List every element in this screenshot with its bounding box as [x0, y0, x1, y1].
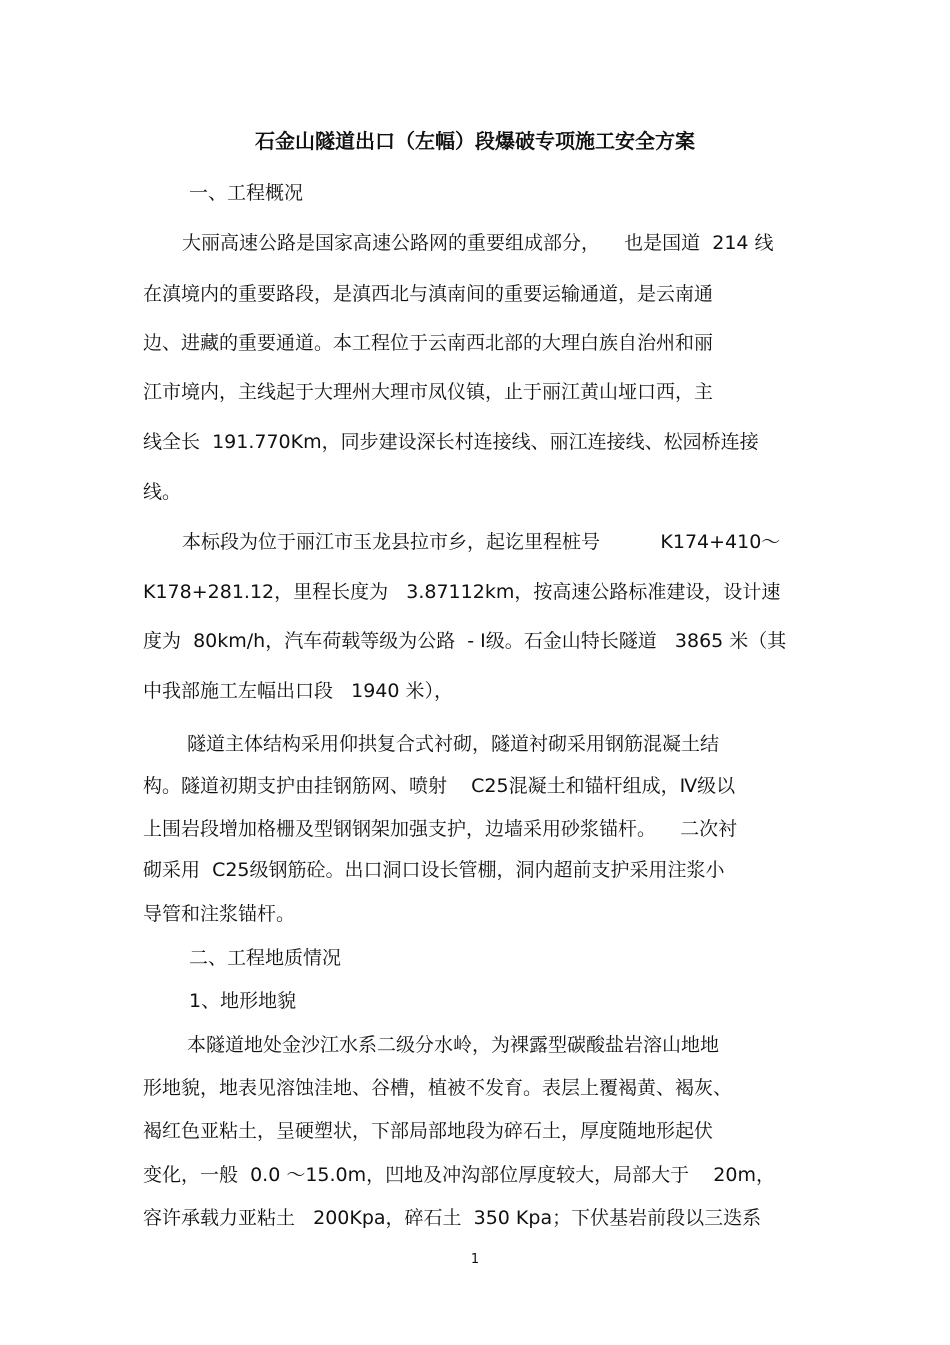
paragraph-line: 上围岩段增加格栅及型钢钢架加强支护，边墙采用砂浆锚杆。 二次衬 [143, 818, 738, 840]
paragraph-line: 中我部施工左幅出口段 1940 米）， [143, 680, 454, 702]
paragraph-line: 线。 [143, 481, 182, 503]
section-heading-geology: 二、工程地质情况 [189, 947, 342, 969]
paragraph-line: 在滇境内的重要路段，是滇西北与滇南间的重要运输通道，是云南通 [143, 283, 714, 305]
page-number: 1 [470, 1252, 480, 1267]
paragraph-line: 大丽高速公路是国家高速公路网的重要组成部分， 也是国道 214 线 [182, 232, 774, 254]
paragraph-line: 本标段为位于丽江市玉龙县拉市乡，起讫里程桩号 K174+410～ [182, 531, 781, 553]
paragraph-line: 变化，一般 0.0 ～15.0m，凹地及冲沟部位厚度较大，局部大于 20m， [143, 1164, 775, 1186]
paragraph-line: 隧道主体结构采用仰拱复合式衬砌，隧道衬砌采用钢筋混凝土结 [187, 733, 720, 755]
paragraph-line: K178+281.12，里程长度为 3.87112km，按高速公路标准建设，设计速 [143, 581, 781, 603]
paragraph-line: 褐红色亚粘土，呈硬塑状，下部局部地段为碎石土，厚度随地形起伏 [143, 1120, 714, 1142]
paragraph-line: 本隧道地处金沙江水系二级分水岭，为裸露型碳酸盐岩溶山地地 [187, 1034, 720, 1056]
paragraph-line: 形地貌，地表见溶蚀洼地、谷槽，植被不发育。表层上覆褐黄、褐灰、 [143, 1077, 733, 1099]
paragraph-line: 砌采用 C25级钢筋砼。出口洞口设长管棚，洞内超前支护采用注浆小 [143, 859, 725, 881]
paragraph-line: 江市境内，主线起于大理州大理市凤仪镇，止于丽江黄山垭口西，主 [143, 381, 714, 403]
paragraph-line: 度为 80km/h，汽车荷载等级为公路 - Ⅰ级。石金山特长隧道 3865 米（其 [143, 630, 787, 652]
document-title: 石金山隧道出口（左幅）段爆破专项施工安全方案 [255, 129, 695, 153]
paragraph-line: 容许承载力亚粘土 200Kpa，碎石土 350 Kpa；下伏基岩前段以三迭系 [143, 1207, 762, 1229]
subsection-heading-terrain: 1、地形地貌 [189, 990, 297, 1012]
paragraph-line: 线全长 191.770Km，同步建设深长村连接线、丽江连接线、松园桥连接 [143, 431, 759, 453]
section-heading-overview: 一、工程概况 [189, 182, 304, 204]
paragraph-line: 导管和注浆锚杆。 [143, 903, 296, 925]
paragraph-line: 边、进藏的重要通道。本工程位于云南西北部的大理白族自治州和丽 [143, 332, 714, 354]
paragraph-line: 构。隧道初期支护由挂钢筋网、喷射 C25混凝土和锚杆组成，Ⅳ级以 [143, 775, 736, 797]
